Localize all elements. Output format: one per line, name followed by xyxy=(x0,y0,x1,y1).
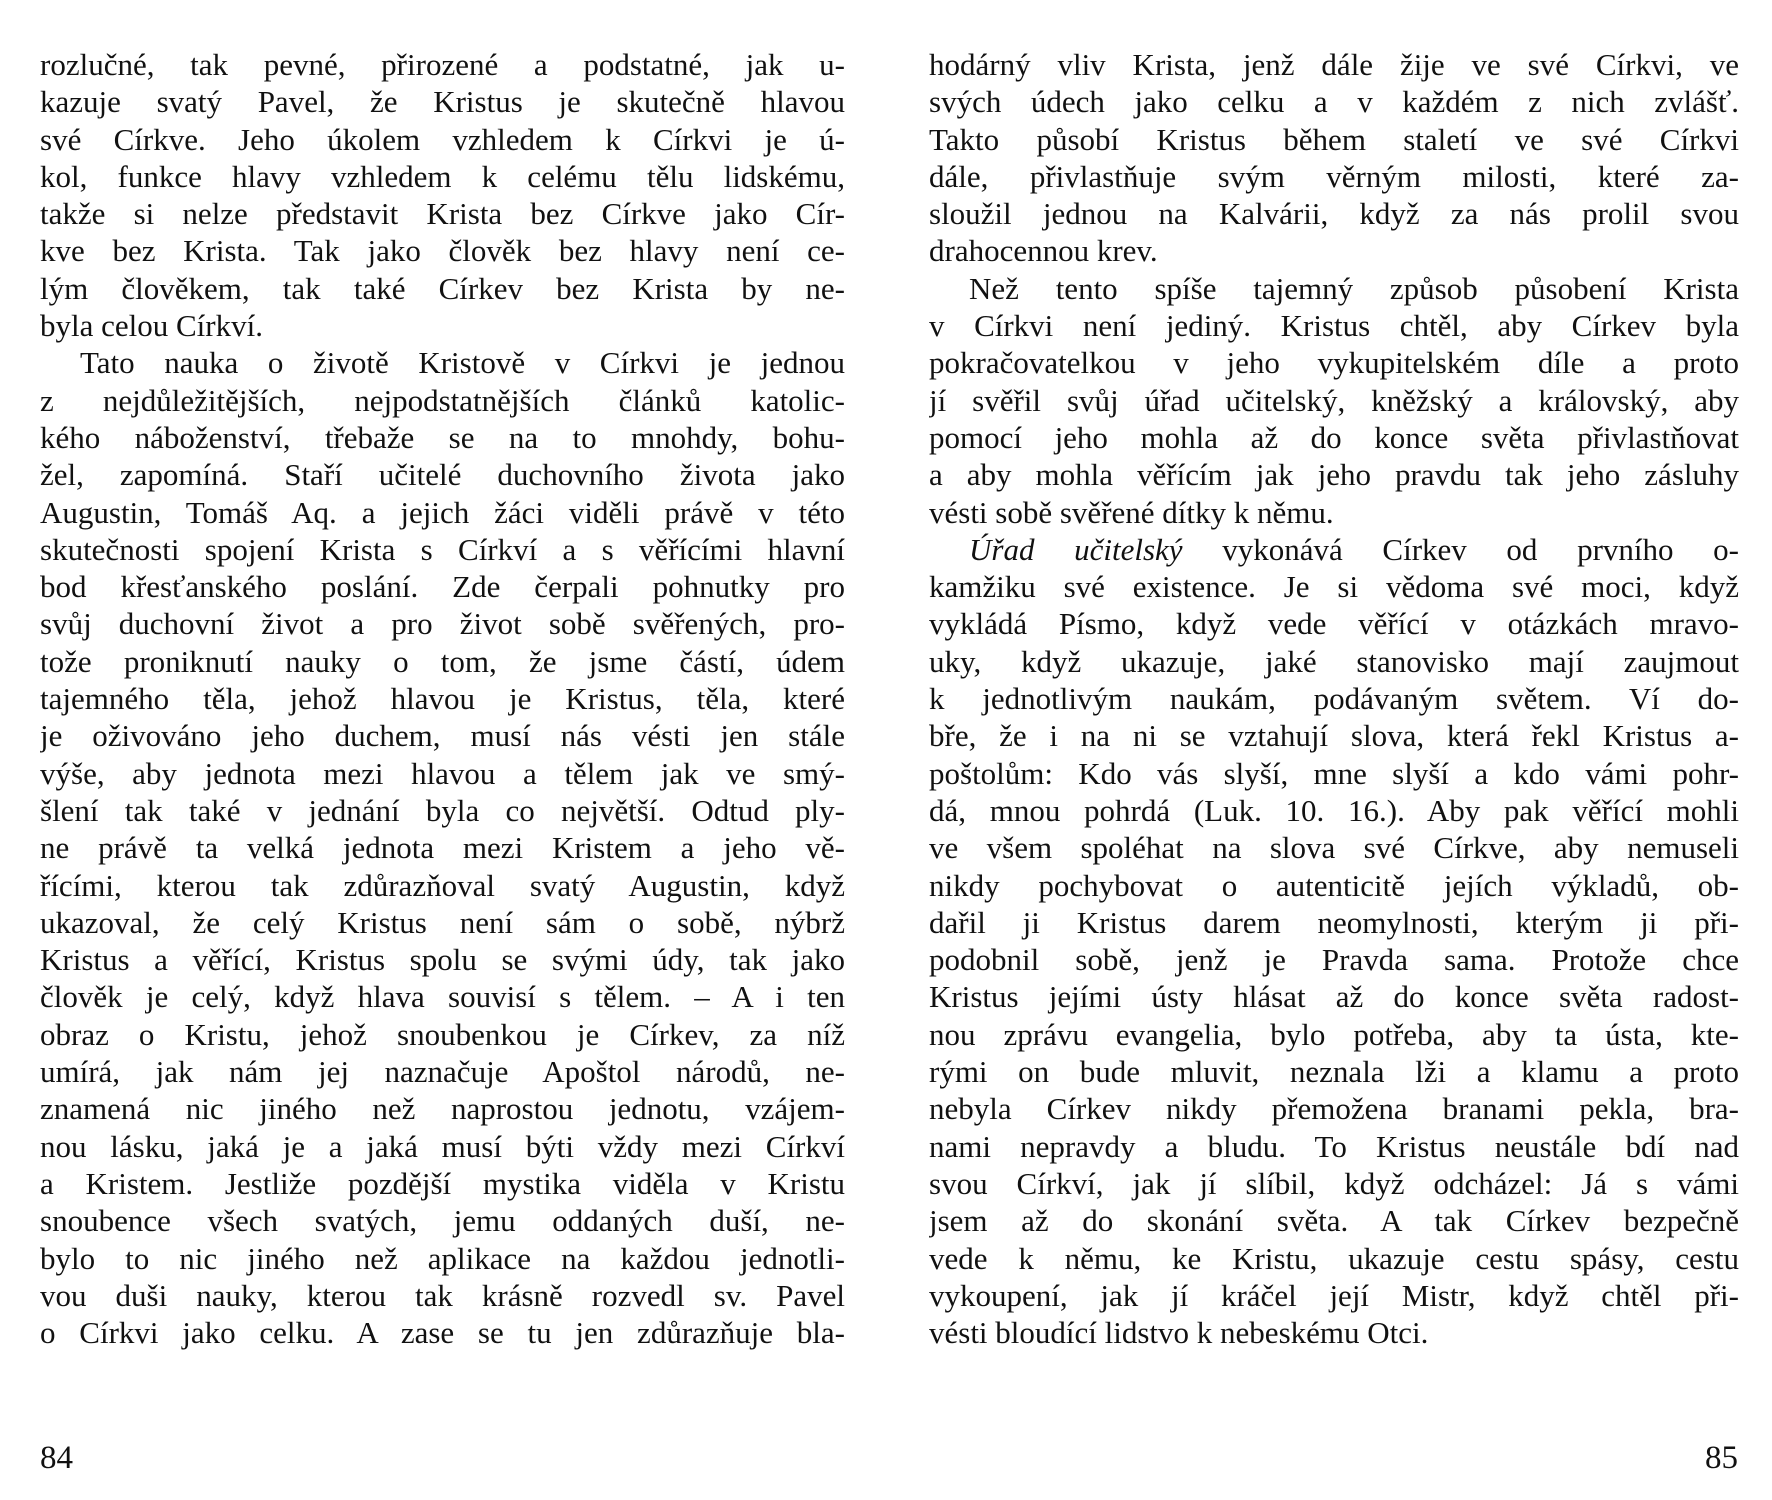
paragraph-end-line: vésti sobě svěřené dítky k němu. xyxy=(929,494,1334,530)
text-line: výše, aby jednota mezi hlavou a tělem jak ve smý- xyxy=(40,755,845,791)
text-line: nikdy pochybovat o autenticitě jejích výkladů, ob- xyxy=(929,867,1739,903)
text-line: dařil ji Kristus darem neomylnosti, kterým ji při- xyxy=(929,904,1739,940)
text-line: tože proniknutí nauky o tom, že jsme částí, údem xyxy=(40,643,845,679)
text-line: a aby mohla věřícím jak jeho pravdu tak jeho zásluhy xyxy=(929,457,1739,493)
text-line: a Kristem. Jestliže pozdější mystika viděla v Kristu xyxy=(40,1165,845,1201)
text-line: vykoupení, jak jí kráčel její Mistr, když chtěl při- xyxy=(929,1277,1739,1313)
text-line: nou lásku, jaká je a jaká musí býti vždy mezi Církví xyxy=(40,1128,845,1164)
text-line: snoubence všech svatých, jemu oddaných duší, ne- xyxy=(40,1203,845,1239)
text-line: své Církve. Jeho úkolem vzhledem k Církvi je ú- xyxy=(40,121,845,157)
text-line: ve všem spoléhat na slova své Církve, aby nemuseli xyxy=(929,830,1739,866)
text-line: v Církvi není jediný. Kristus chtěl, aby Církev byla xyxy=(929,308,1739,344)
paragraph-end-line: drahocennou krev. xyxy=(929,233,1158,269)
text-line: umírá, jak nám jej naznačuje Apoštol národů, ne- xyxy=(40,1054,845,1090)
text-line: kve bez Krista. Tak jako člověk bez hlavy není ce- xyxy=(40,233,845,269)
text-line: Kristus jejími ústy hlásat až do konce světa radost- xyxy=(929,979,1739,1015)
text-line: vede k němu, ke Kristu, ukazuje cestu spásy, cestu xyxy=(929,1240,1739,1276)
text-line: rými on bude mluvit, neznala lži a klamu a proto xyxy=(929,1054,1739,1090)
paragraph-end-line: byla celou Církví. xyxy=(40,308,263,344)
text-line: bře, že i na ni se vztahují slova, která řekl Kristus a- xyxy=(929,718,1739,754)
text-line: kého náboženství, třebaže se na to mnohdy, bohu- xyxy=(40,419,845,455)
text-line: Takto působí Kristus během staletí ve své Církvi xyxy=(929,121,1739,157)
text-line: vykládá Písmo, když vede věřící v otázkách mravo- xyxy=(929,606,1739,642)
text-line: svých údech jako celku a v každém z nich zvlášť. xyxy=(929,84,1739,120)
left-text-column xyxy=(40,46,845,1351)
text-line: ne právě ta velká jednota mezi Kristem a jeho vě- xyxy=(40,830,845,866)
text-line: Augustin, Tomáš Aq. a jejich žáci viděli právě v této xyxy=(40,494,845,530)
text-line-rest: vykonává Církev od prvního o- xyxy=(1182,531,1739,567)
paragraph-end-line: vésti bloudící lidstvo k nebeskému Otci. xyxy=(929,1315,1429,1351)
text-line: z nejdůležitějších, nejpodstatnějších článků katolic- xyxy=(40,382,845,418)
emphasized-heading-text: Úřad učitelský xyxy=(969,531,1183,567)
text-line: bylo to nic jiného než aplikace na každou jednotli- xyxy=(40,1240,845,1276)
paragraph-start-line xyxy=(929,531,1739,568)
text-line: vou duši nauky, kterou tak krásně rozvedl sv. Pavel xyxy=(40,1277,845,1313)
text-line: nou zprávu evangelia, bylo potřeba, aby ta ústa, kte- xyxy=(929,1016,1739,1052)
text-line: rozlučné, tak pevné, přirozené a podstatné, jak u- xyxy=(40,47,845,82)
text-line: žel, zapomíná. Staří učitelé duchovního života jako xyxy=(40,457,845,493)
text-line: podobnil sobě, jenž je Pravda sama. Protože chce xyxy=(929,942,1739,978)
text-line: lým člověkem, tak také Církev bez Krista by ne- xyxy=(40,270,845,306)
page-number-left: 84 xyxy=(40,1440,73,1476)
text-line: pokračovatelkou v jeho vykupitelském díle a proto xyxy=(929,345,1739,381)
paragraph-start-line: Tato nauka o životě Kristově v Církvi je jednou xyxy=(80,345,845,381)
text-line: jí svěřil svůj úřad učitelský, kněžský a královský, aby xyxy=(929,382,1739,418)
text-line: o Církvi jako celku. A zase se tu jen zdůrazňuje bla- xyxy=(40,1315,845,1351)
text-line: kol, funkce hlavy vzhledem k celému tělu lidskému, xyxy=(40,158,845,194)
text-line: kazuje svatý Pavel, že Kristus je skutečně hlavou xyxy=(40,84,845,120)
text-line: jsem až do skonání světa. A tak Církev bezpečně xyxy=(929,1203,1739,1239)
text-line: obraz o Kristu, jehož snoubenkou je Církev, za níž xyxy=(40,1016,845,1052)
text-line: svůj duchovní život a pro život sobě svěřených, pro- xyxy=(40,606,845,642)
text-line: řícími, kterou tak zdůrazňoval svatý Augustin, když xyxy=(40,867,845,903)
text-line: takže si nelze představit Krista bez Církve jako Cír- xyxy=(40,196,845,232)
text-line: nebyla Církev nikdy přemožena branami pekla, bra- xyxy=(929,1091,1739,1127)
text-line: svou Církví, jak jí slíbil, když odcházel: Já s vámi xyxy=(929,1165,1739,1201)
text-line: tajemného těla, jehož hlavou je Kristus, těla, které xyxy=(40,681,845,717)
text-line: bod křesťanského poslání. Zde čerpali pohnutky pro xyxy=(40,569,845,605)
right-text-column xyxy=(929,46,1739,1351)
paragraph-start-line: Než tento spíše tajemný způsob působení Krista xyxy=(969,270,1739,306)
right-page xyxy=(886,0,1772,1500)
text-line: šlení tak také v jednání byla co největší. Odtud ply- xyxy=(40,792,845,828)
text-line: hodárný vliv Krista, jenž dále žije ve své Církvi, ve xyxy=(929,47,1739,82)
text-line: ukazoval, že celý Kristus není sám o sobě, nýbrž xyxy=(40,904,845,940)
page-number-right: 85 xyxy=(1705,1440,1738,1476)
text-line: uky, když ukazuje, jaké stanovisko mají zaujmout xyxy=(929,643,1739,679)
text-line: skutečnosti spojení Krista s Církví a s věřícími hlavní xyxy=(40,531,845,567)
text-line: kamžiku své existence. Je si vědoma své moci, když xyxy=(929,569,1739,605)
text-line: dále, přivlastňuje svým věrným milosti, které za- xyxy=(929,158,1739,194)
text-line: dá, mnou pohrdá (Luk. 10. 16.). Aby pak věřící mohli xyxy=(929,792,1739,828)
text-line: je oživováno jeho duchem, musí nás vésti jen stále xyxy=(40,718,845,754)
text-line: pomocí jeho mohla až do konce světa přivlastňovat xyxy=(929,419,1739,455)
text-line: Kristus a věřící, Kristus spolu se svými údy, tak jako xyxy=(40,942,845,978)
text-line: k jednotlivým naukám, podávaným světem. Ví do- xyxy=(929,681,1739,717)
text-line: znamená nic jiného než naprostou jednotu, vzájem- xyxy=(40,1091,845,1127)
text-line: poštolům: Kdo vás slyší, mne slyší a kdo vámi pohr- xyxy=(929,755,1739,791)
text-line: nami nepravdy a bludu. To Kristus neustále bdí nad xyxy=(929,1128,1739,1164)
text-line: sloužil jednou na Kalvárii, když za nás prolil svou xyxy=(929,196,1739,232)
text-line: člověk je celý, když hlava souvisí s tělem. – A i ten xyxy=(40,979,845,1015)
